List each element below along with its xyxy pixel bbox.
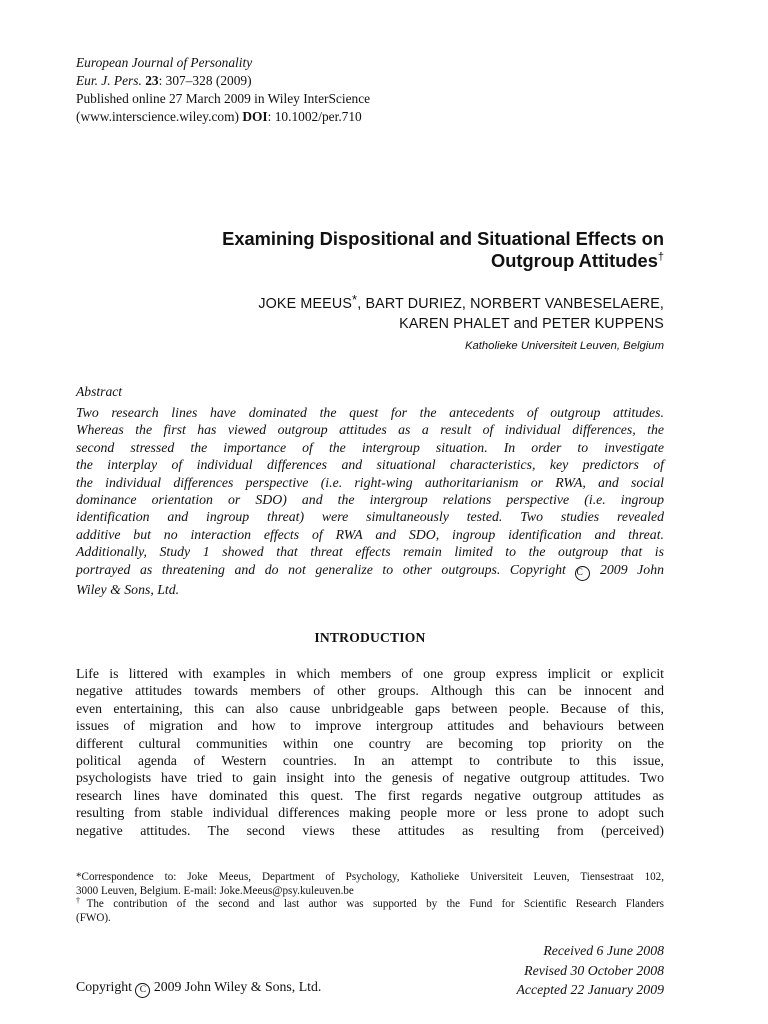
abstract-line: the interplay of individual differences and situational characteristics, key predictors of xyxy=(76,457,664,473)
copyright-symbol: C xyxy=(575,566,590,581)
body-line: negative attitudes towards members of other groups. Although this can be innocent and xyxy=(76,683,664,699)
journal-header xyxy=(76,54,370,126)
journal-pages: : 307–328 (2009) xyxy=(158,73,252,88)
journal-name: European Journal of Personality xyxy=(76,55,253,70)
body-line: political agenda of Western countries. In an attempt to contribute to this issue, xyxy=(76,753,664,769)
journal-abbrev: Eur. J. Pers. xyxy=(76,73,142,88)
journal-volume: 23 xyxy=(145,73,159,88)
author-list xyxy=(76,294,664,334)
section-heading-introduction: INTRODUCTION xyxy=(314,630,426,645)
body-line: even entertaining, this can also cause unbridgeable gaps between people. Because of this, xyxy=(76,700,664,716)
footnote-funding-text: The contribution of the second and last author was supported by the Fund for Scientific Research Flanders xyxy=(86,898,665,911)
doi-label: DOI xyxy=(242,109,268,124)
abstract-heading: Abstract xyxy=(76,384,123,399)
body-line: research lines have dominated this quest. The first regards negative outgroup attitudes as xyxy=(76,787,664,803)
body-line: psychologists have tried to gain insight into the genesis of negative outgroup attitudes. Two xyxy=(76,770,664,786)
footnote-funding-line-2: (FWO). xyxy=(76,911,111,924)
affiliation: Katholieke Universiteit Leuven, Belgium xyxy=(464,340,664,352)
journal-url[interactable]: (www.interscience.wiley.com) xyxy=(76,109,239,124)
footnote-dagger: † xyxy=(76,896,87,906)
date-revised: Revised 30 October 2008 xyxy=(524,962,664,978)
body-line: Life is littered with examples in which members of one group express implicit or explicit xyxy=(76,666,664,681)
copyright-symbol: C xyxy=(135,983,150,998)
abstract-line: second stressed the importance of the intergroup situation. In order to investigate xyxy=(76,439,664,455)
title-line-2-text: Outgroup Attitudes xyxy=(491,250,658,271)
author-first: JOKE MEEUS xyxy=(258,296,352,312)
body-line: issues of migration and how to improve intergroup attitudes and behaviours between xyxy=(76,718,664,734)
copyright-prefix: Copyright xyxy=(76,979,136,994)
paper-title xyxy=(76,228,664,272)
copyright-footer xyxy=(76,979,321,998)
body-line: different cultural communities within one country are becoming top priority on the xyxy=(76,735,664,751)
authors-rest: , BART DURIEZ, NORBERT VANBESELAERE, xyxy=(357,296,664,312)
title-line-2 xyxy=(76,250,664,272)
abstract-line: additive but no interaction effects of RWA and SDO, ingroup identification and threat. xyxy=(76,526,664,542)
title-line-1: Examining Dispositional and Situational Effects on xyxy=(222,228,664,249)
abstract-line: dominance orientation or SDO) and the intergroup relations perspective (i.e. ingroup xyxy=(76,492,664,508)
author-star: * xyxy=(352,292,358,307)
abstract-line: the individual differences perspective (i.e. right-wing authoritarianism or RWA, and social xyxy=(76,474,664,490)
date-received: Received 6 June 2008 xyxy=(543,943,664,958)
body-line: negative attitudes. The second views these attitudes as resulting from (perceived) xyxy=(76,822,664,838)
paper-page xyxy=(76,0,664,1024)
published-online: Published online 27 March 2009 in Wiley InterScience xyxy=(76,91,371,106)
footnote-correspondence-line: *Correspondence to: Joke Meeus, Department of Psychology, Katholieke Universiteit Leuven, Tiensestraat 102, xyxy=(76,871,664,883)
abstract-line: Wiley & Sons, Ltd. xyxy=(76,581,180,597)
abstract-body xyxy=(76,404,664,598)
authors-line-2: KAREN PHALET and PETER KUPPENS xyxy=(399,316,664,332)
authors-line-1 xyxy=(76,294,664,314)
doi-value[interactable]: : 10.1002/per.710 xyxy=(267,109,362,124)
footnote-email-line[interactable]: 3000 Leuven, Belgium. E-mail: Joke.Meeus@psy.kuleuven.be xyxy=(76,884,354,897)
title-dagger: † xyxy=(657,251,664,263)
footnotes xyxy=(76,871,664,925)
footnote-funding-line xyxy=(76,898,664,912)
journal-citation xyxy=(76,72,370,90)
abstract-line: Whereas the first has viewed outgroup attitudes as a result of individual differences, the xyxy=(76,422,664,438)
abstract-line: Additionally, Study 1 showed that threat effects remain limited to the outgroup that is xyxy=(76,544,664,560)
copyright-text: 2009 John Wiley & Sons, Ltd. xyxy=(150,979,322,994)
journal-doi-line xyxy=(76,108,370,126)
abstract-line: identification and ingroup threat) were simultaneously tested. Two studies revealed xyxy=(76,509,664,525)
abstract-line: Two research lines have dominated the quest for the antecedents of outgroup attitudes. xyxy=(76,405,664,420)
date-accepted: Accepted 22 January 2009 xyxy=(516,982,664,997)
body-line: resulting from stable individual differences making people more or less prone to adopt such xyxy=(76,805,664,821)
introduction-body xyxy=(76,665,664,839)
abstract-line-text: portrayed as threatening and do not generalize to other outgroups. Copyright xyxy=(76,561,566,577)
abstract-line xyxy=(76,561,664,581)
abstract-copyright-tail: 2009 John xyxy=(590,561,665,577)
